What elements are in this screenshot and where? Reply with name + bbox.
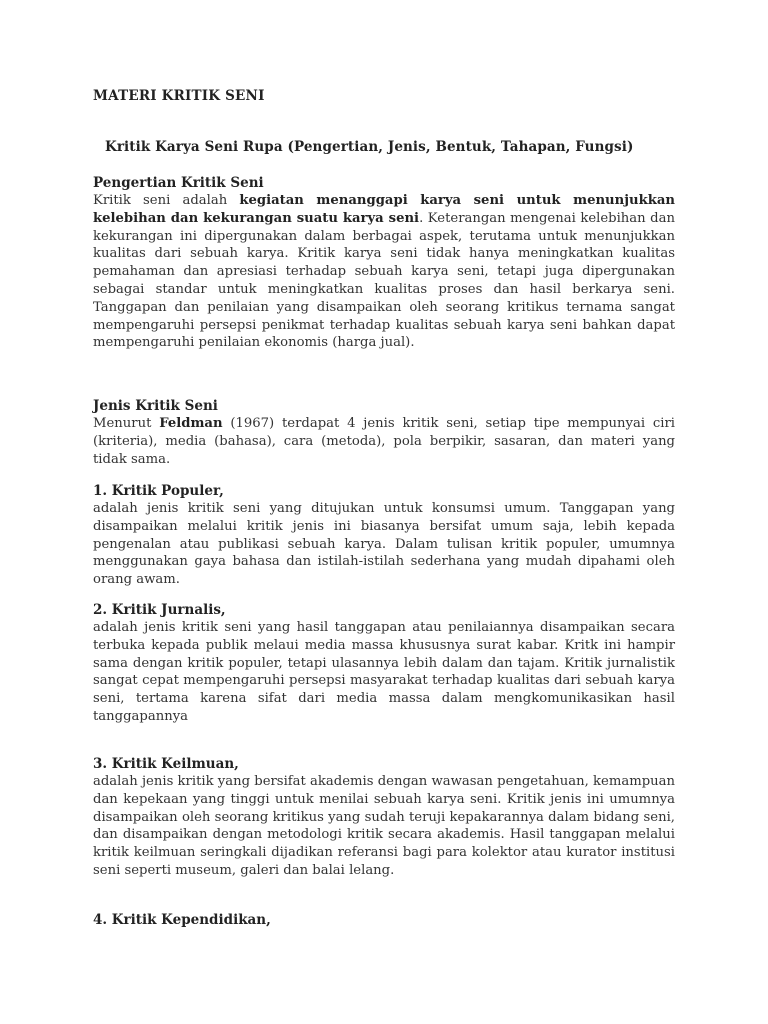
section-pengertian (93, 174, 675, 352)
type-text-populer: adalah jenis kritik seni yang ditujukan untuk konsumsi umum. Tanggapan yang disampaikan melalui kritik jenis ini biasanya bersifat umum saja, lebih kepada pengenalan atau publikasi sebuah karya. Dalam tulisan kritik populer, umumnya menggunakan gaya bahasa dan istilah-istilah sederhana yang mudah dipahami oleh orang awam. (93, 501, 675, 588)
paragraph-jenis (93, 415, 675, 468)
type-heading-keilmuan: 3. Kritik Keilmuan, (93, 756, 239, 772)
section-kritik-jurnalis (93, 601, 675, 726)
type-heading-populer: 1. Kritik Populer, (93, 483, 224, 499)
pengertian-body: . Keterangan mengenai kelebihan dan kekurangan ini dipergunakan dalam berbagai aspek, terutama untuk menunjukkan kualitas dari sebuah karya. Kritik karya seni tidak hanya meningkatkan kualitas pemahaman dan apresiasi terhadap sebuah karya seni, tetapi juga dipergunakan sebagai standar untuk meningkatkan kualitas proses dan hasil berkarya seni. Tanggapan dan penilaian yang disampaikan oleh seorang kritikus ternama sangat mempengaruhi persepsi penikmat terhadap kualitas sebuah karya seni bahkan dapat mempengaruhi penilaian ekonomis (harga jual). (93, 210, 675, 351)
jenis-intro: Menurut (93, 416, 160, 431)
pengertian-definition-bold: kegiatan menanggapi karya seni untuk menunjukkan kelebihan dan kekurangan suatu karya seni (93, 193, 675, 226)
document-title: MATERI KRITIK SENI (93, 88, 265, 104)
paragraph-pengertian (93, 192, 675, 352)
section-kritik-kependidikan (93, 911, 675, 929)
document-subtitle: Kritik Karya Seni Rupa (Pengertian, Jenis, Bentuk, Tahapan, Fungsi) (105, 139, 634, 155)
type-text-keilmuan: adalah jenis kritik yang bersifat akademis dengan wawasan pengetahuan, kemampuan dan kepekaan yang tinggi untuk menilai sebuah karya seni. Kritik jenis ini umumnya disampaikan oleh seorang kritikus yang sudah teruji kepakarannya dalam bidang seni, dan disampaikan dengan metodologi kritik secara akademis. Hasil tanggapan melalui kritik keilmuan seringkali dijadikan referansi bagi para kolektor atau kurator institusi seni seperti museum, galeri dan balai lelang. (93, 774, 675, 878)
type-text-jurnalis: adalah jenis kritik seni yang hasil tanggapan atau penilaiannya disampaikan secara terbuka kepada publik melaui media massa khususnya surat kabar. Kritk ini hampir sama dengan kritik populer, tetapi ulasannya lebih dalam dan tajam. Kritik jurnalistik sangat cepat mempengaruhi persepsi masyarakat terhadap kualitas dari sebuah karya seni, tertama karena sifat dari media massa dalam mengkomunikasikan hasil tanggapannya (93, 620, 675, 724)
type-heading-jurnalis: 2. Kritik Jurnalis, (93, 602, 226, 618)
section-heading-pengertian: Pengertian Kritik Seni (93, 175, 264, 191)
section-jenis (93, 397, 675, 468)
section-kritik-populer (93, 482, 675, 589)
pengertian-intro: Kritik seni adalah (93, 193, 240, 208)
section-kritik-keilmuan (93, 755, 675, 880)
type-heading-kependidikan: 4. Kritik Kependidikan, (93, 912, 271, 928)
section-heading-jenis: Jenis Kritik Seni (93, 398, 218, 414)
jenis-body: (1967) terdapat 4 jenis kritik seni, setiap tipe mempunyai ciri (kriteria), media (bahasa), cara (metoda), pola berpikir, sasaran, dan materi yang tidak sama. (93, 416, 675, 467)
jenis-author-bold: Feldman (159, 416, 223, 431)
